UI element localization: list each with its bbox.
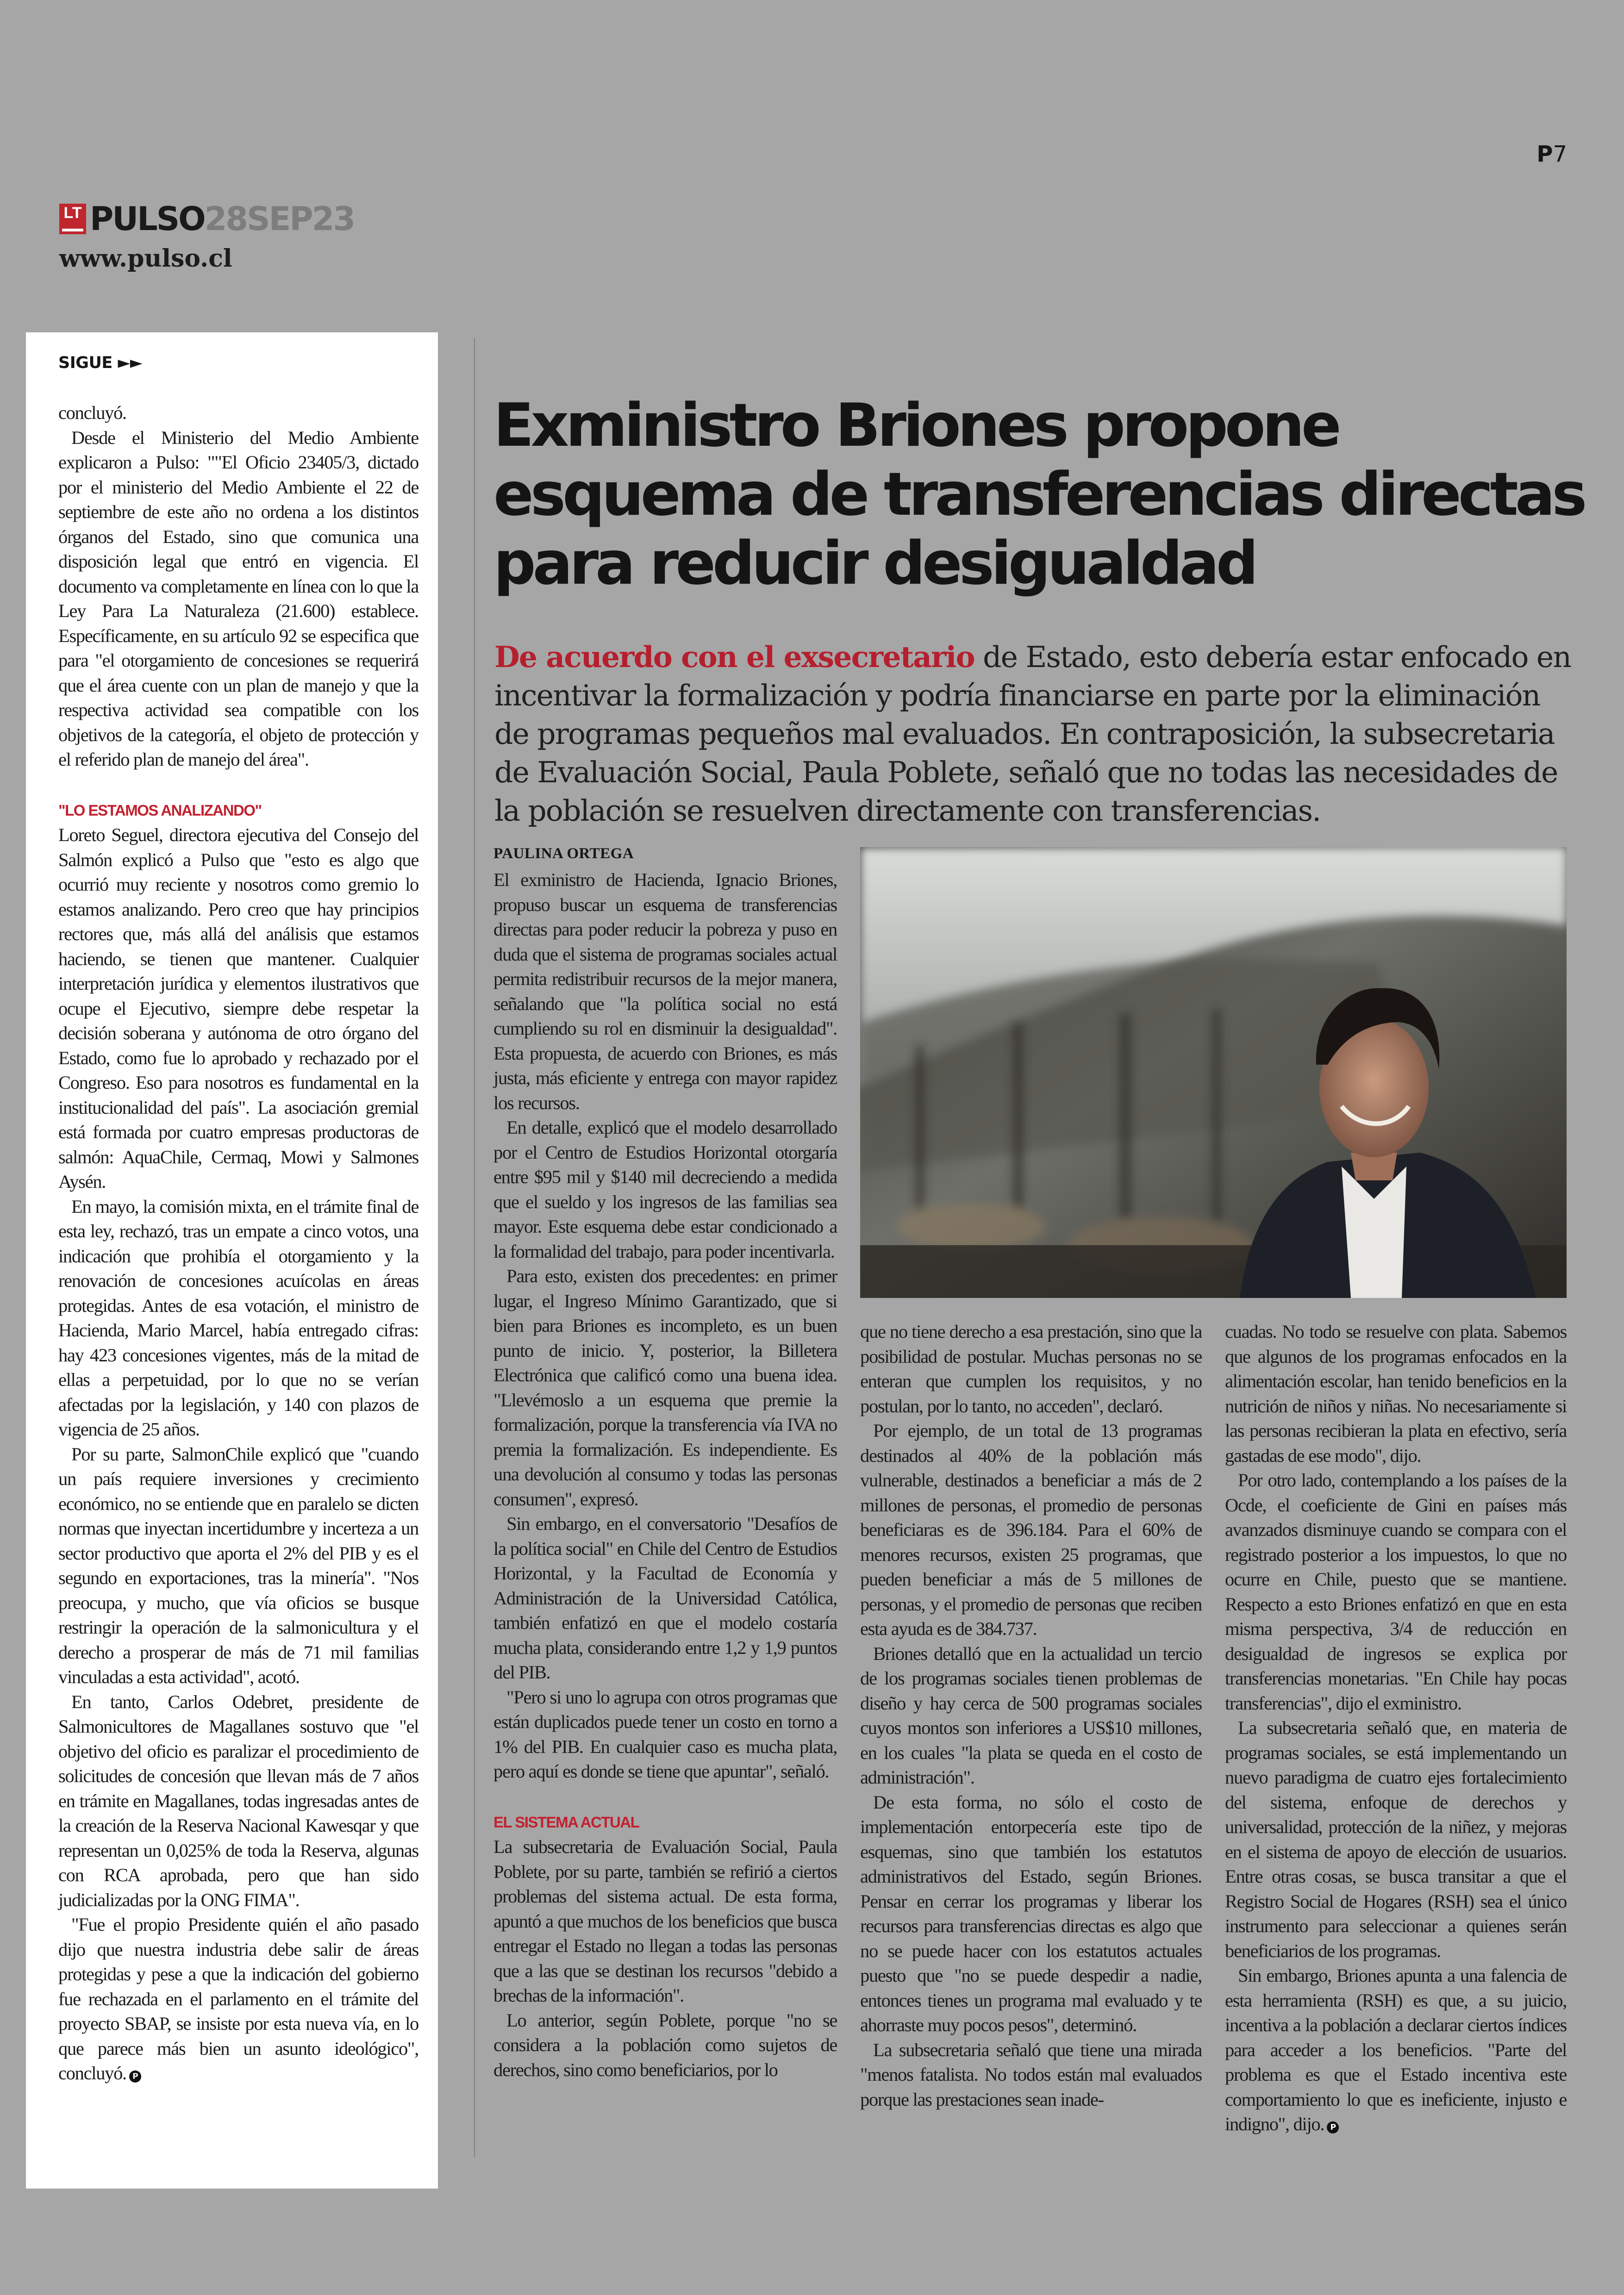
body-paragraph bbox=[1225, 1468, 1567, 1715]
paragraph-text: cuadas. No todo se resuelve con plata. Sabemos que algunos de los programas enfocados en la alimentación escolar, han tenido beneficios en la nutrición de niños y niñas. No necesariamente si las personas recibieran la plata en efectivo, sería gastadas de ese modo", dijo. bbox=[1225, 1321, 1567, 1466]
body-paragraph bbox=[493, 1834, 837, 2008]
section-subheading bbox=[58, 798, 418, 823]
paragraph-text: Para esto, existen dos precedentes: en primer lugar, el Ingreso Mínimo Garantizado, que si bien para Briones es incompleto, es un buen punto de inicio. Y, posterior, la Billetera Electrónica que calificó como una buena idea. "Llevémoslo a un esquema que premie la formalización, porque la transferencia vía IVA no premia la formalización. Es independiente. Es una devolución al consumo y todas las personas consumen", expresó. bbox=[493, 1266, 837, 1509]
article-photo bbox=[860, 847, 1567, 1298]
body-paragraph bbox=[1225, 1963, 1567, 2137]
body-paragraph bbox=[58, 823, 418, 1194]
body-paragraph bbox=[493, 1511, 837, 1685]
paragraph-text: que no tiene derecho a esa prestación, sino que la posibilidad de postular. Muchas personas no se enteran que cumplen los requisitos, y no postulan, por lo tanto, no acceden", declaró. bbox=[860, 1321, 1202, 1416]
body-paragraph bbox=[860, 1641, 1202, 1790]
end-of-article-icon: P bbox=[129, 2070, 141, 2083]
paragraph-text: "Pero si uno lo agrupa con otros programas que están duplicados puede tener un costo en torno a 1% del PIB. En cualquier caso es mucha plata, pero aquí es donde se tiene que apuntar", señaló. bbox=[493, 1686, 837, 1782]
byline: PAULINA ORTEGA bbox=[493, 845, 634, 862]
body-paragraph bbox=[58, 1690, 418, 1913]
body-paragraph bbox=[860, 2038, 1202, 2112]
body-paragraph bbox=[58, 1912, 418, 2086]
paragraph-text: Sin embargo, Briones apunta a una falencia de esta herramienta (RSH) es que, a su juicio, incentiva a la población a declarar ciertos índices para acceder a los beneficios. "Parte del problema es que el Estado incentiva este comportamiento lo que es ineficiente, injusto e indigno", dijo. bbox=[1225, 1965, 1567, 2134]
headline: Exministro Briones propone esquema de transferencias directas para reducir desigualdad bbox=[493, 391, 1584, 598]
body-paragraph bbox=[1225, 1319, 1567, 1468]
article-column-1 bbox=[493, 867, 837, 2082]
paragraph-text: Sin embargo, en el conversatorio "Desafíos de la política social" en Chile del Centro de Estudios Horizontal, y la Facultad de Economía y Administración de la Universidad Católica, también enfatizó en que el modelo costaría mucha plata, considerando entre 1,2 y 1,9 puntos del PIB. bbox=[493, 1513, 837, 1683]
body-paragraph bbox=[58, 1442, 418, 1690]
paragraph-text: En mayo, la comisión mixta, en el trámite final de esta ley, rechazó, tras un empate a cinco votos, una indicación que prohibía el otorgamiento y la renovación de concesiones acuícolas en áreas protegidas. Antes de esa votación, el ministro de Hacienda, Mario Marcel, había entregado cifras: hay 423 concesiones vigentes, más de la mitad de ellas a perpetuidad, por lo que no se verían afectadas por la legislación, y 140 con plazos de vigencia de 25 años. bbox=[58, 1196, 418, 1440]
briones-portrait-image bbox=[860, 847, 1567, 1298]
body-paragraph bbox=[860, 1790, 1202, 2038]
body-paragraph bbox=[1225, 1715, 1567, 1963]
paragraph-text: Desde el Ministerio del Medio Ambiente explicaron a Pulso: ""El Oficio 23405/3, dictado por el ministerio del Medio Ambiente el 22 de septiembre de este año no ordena a los distintos órganos del Estado, sino que comunica una disposición legal que entró en vigencia. El documento va completamente en línea con lo que la Ley Para La Naturaleza (21.600) establece. Específicamente, en su artículo 92 se especifica que para "el otorgamiento de concesiones se requerirá que el área cuente con un plan de manejo y que la respectiva actividad sea compatible con los objetivos de la categoría, el objeto de protección y el referido plan de manejo del área". bbox=[58, 427, 418, 770]
paragraph-text: De esta forma, no sólo el costo de implementación entorpecería este tipo de esquemas, sino que también los estatutos administrativos del Estado, según Briones. Pensar en cerrar los programas y liberar los recursos para transferencias directas es algo que no se puede hacer con los estatutos actuales puesto que "no se puede despedir a nadie, entonces tienes un programa mal evaluado y te ahorraste muy pocos pesos", determinó. bbox=[860, 1791, 1202, 2035]
paragraph-text: El exministro de Hacienda, Ignacio Briones, propuso buscar un esquema de transferencias directas para poder reducir la pobreza y puso en duda que el sistema de programas sociales actual permita redistribuir recursos de la mejor manera, señalando que "la política social no está cumpliendo su rol en disminuir la desigualdad". Esta propuesta, de acuerdo con Briones, es más justa, más eficiente y entrega con mayor rapidez los recursos. bbox=[493, 869, 837, 1113]
paragraph-text: "Fue el propio Presidente quién el año pasado dijo que nuestra industria debe salir de áreas protegidas y pese a que la indicación del gobierno fue rechazada en el parlamento en el trámite del proyecto SBAP, se insiste por esta nueva vía, en lo que parece más bien un asunto ideológico", concluyó. bbox=[58, 1914, 418, 2083]
section-subheading bbox=[493, 1810, 837, 1835]
paragraph-text: Por ejemplo, de un total de 13 programas destinados al 40% de la población más vulnerable, destinados a beneficiar a más de 2 millones de personas, el promedio de personas beneficiaras es de 396.184. Para el 60% de menores recursos, existen 25 programas, que pueden beneficiar a más de 5 millones de personas, y el promedio de personas que reciben esta ayuda es de 384.737. bbox=[860, 1420, 1202, 1639]
paragraph-text: EL SISTEMA ACTUAL bbox=[493, 1813, 639, 1831]
body-paragraph bbox=[493, 2008, 837, 2083]
article-column-3 bbox=[1225, 1319, 1567, 2137]
body-paragraph bbox=[58, 400, 418, 425]
column-divider bbox=[474, 338, 475, 2157]
paragraph-text: La subsecretaria señaló que tiene una mirada "menos fatalista. No todos están mal evaluados porque las prestaciones sean inade- bbox=[860, 2039, 1202, 2110]
paragraph-text: Loreto Seguel, directora ejecutiva del Consejo del Salmón explicó a Pulso que "esto es algo que ocurrió muy reciente y nosotros como gremio lo estamos analizando. Pero creo que hay principios rectores que, más allá del análisis que estamos haciendo, se tienen que mantener. Cualquier interpretación jurídica y elementos ilustrativos que ocupe el Ejecutivo, siempre debe respetar la decisión soberana y autónoma de otro órgano del Estado, como fue lo aprobado y rechazado por el Congreso. Eso para nosotros es fundamental en la institucionalidad del país". La asociación gremial está formada por cuatro empresas productoras de salmón: AquaChile, Cermaq, Mowi y Salmones Aysén. bbox=[58, 824, 418, 1192]
paragraph-text: concluyó. bbox=[58, 402, 126, 423]
deck-lead: De acuerdo con el exsecretario bbox=[494, 640, 974, 674]
paragraph-text: En tanto, Carlos Odebret, presidente de Salmonicultores de Magallanes sostuvo que "el objetivo del oficio es paralizar el procedimiento de solicitudes de concesión que llevan más de 7 años en trámite en Magallanes, todas ingresadas antes de la creación de la Reserva Nacional Kawesqar y que representan un 0,025% de toda la Reserva, algunas con RCA aprobada, pero que han sido judicializadas por la ONG FIMA". bbox=[58, 1691, 418, 1910]
body-paragraph bbox=[58, 425, 418, 772]
issue-date: 28SEP23 bbox=[204, 200, 355, 238]
body-paragraph bbox=[493, 1115, 837, 1264]
article-column-2 bbox=[860, 1319, 1202, 2112]
body-paragraph bbox=[58, 1194, 418, 1442]
deck bbox=[494, 638, 1573, 830]
paragraph-text: Briones detalló que en la actualidad un tercio de los programas sociales tienen problemas de diseño y hay cerca de 500 programas sociales cuyos montos son inferiores a US$10 millones, en los cuales "la plata se queda en el costo de administración". bbox=[860, 1643, 1202, 1788]
continued-story-column bbox=[58, 400, 418, 2086]
site-url: www.pulso.cl bbox=[59, 244, 232, 273]
continued-label: SIGUE ►► bbox=[58, 354, 143, 372]
la-tercera-logo: LT bbox=[59, 204, 86, 234]
paragraph-text: Por su parte, SalmonChile explicó que "cuando un país requiere inversiones y crecimiento económico, no se entiende que en paralelo se dicten normas que inyectan incertidumbre y incerteza a un sector productivo que aporta el 2% del PIB y es el segundo en exportaciones, tras la minería". "Nos preocupa, y mucho, que vía oficios se busque restringir la operación de la salmonicultura y el derecho a prosperar de más de 71 mil familias vinculadas a esta actividad", acotó. bbox=[58, 1443, 418, 1687]
body-paragraph bbox=[493, 867, 837, 1115]
body-paragraph bbox=[860, 1319, 1202, 1418]
masthead bbox=[59, 200, 354, 238]
paragraph-text: La subsecretaria de Evaluación Social, Paula Poblete, por su parte, también se refirió a ciertos problemas del sistema actual. De esta forma, apuntó a que muchos de los beneficios que busca entregar el Estado no llegan a todas las personas que a las que se destinan los recursos "debido a brechas de la información". bbox=[493, 1836, 837, 2006]
end-of-article-icon: P bbox=[1327, 2121, 1339, 2133]
body-paragraph bbox=[493, 1264, 837, 1511]
paragraph-text: Lo anterior, según Poblete, porque "no se considera a la población como sujetos de derechos, sino como beneficiarios, por lo bbox=[493, 2009, 837, 2080]
body-paragraph bbox=[860, 1418, 1202, 1641]
paragraph-text: En detalle, explicó que el modelo desarrollado por el Centro de Estudios Horizontal otorgaría entre $95 mil y $140 mil decreciendo a medida que el sueldo y los ingresos de las familias sea mayor. Este esquema debe estar condicionado a la formalidad del trabajo, para poder incentivarla. bbox=[493, 1117, 837, 1262]
page-number: P7 bbox=[1537, 141, 1567, 167]
body-paragraph bbox=[493, 1685, 837, 1784]
paragraph-text: La subsecretaria señaló que, en materia de programas sociales, se está implementando un nuevo paradigma de cuatro ejes fortalecimiento del sistema, enfoque de derechos y universalidad, protección de la niñez, y mejoras en el sistema de apoyo de elección de usuarios. Entre otras cosas, se busca transitar a que el Registro Social de Hogares (RSH) sea el único instrumento para seleccionar a quienes serán beneficiarios de los programas. bbox=[1225, 1717, 1567, 1961]
deck-text: de Estado, esto debería estar enfocado en incentivar la formalización y podría financiarse en parte por la eliminación de programas pequeños mal evaluados. En contraposición, la subsecretaria de Evaluación Social, Paula Poblete, señaló que no todas las necesidades de la población se resuelven directamente con transferencias. bbox=[494, 640, 1571, 828]
brand-name: PULSO bbox=[90, 200, 205, 238]
paragraph-text: Por otro lado, contemplando a los países de la Ocde, el coeficiente de Gini en países más avanzados disminuye cuando se compara con el registrado posterior a los impuestos, lo que no ocurre en Chile, puesto que se mantiene. Respecto a esto Briones enfatizó en que en esta misma perspectiva, 3/4 de reducción en desigualdad de ingresos se explica por transferencias monetarias. "En Chile hay pocas transferencias", dijo el exministro. bbox=[1225, 1470, 1567, 1714]
paragraph-text: "LO ESTAMOS ANALIZANDO" bbox=[58, 801, 262, 819]
